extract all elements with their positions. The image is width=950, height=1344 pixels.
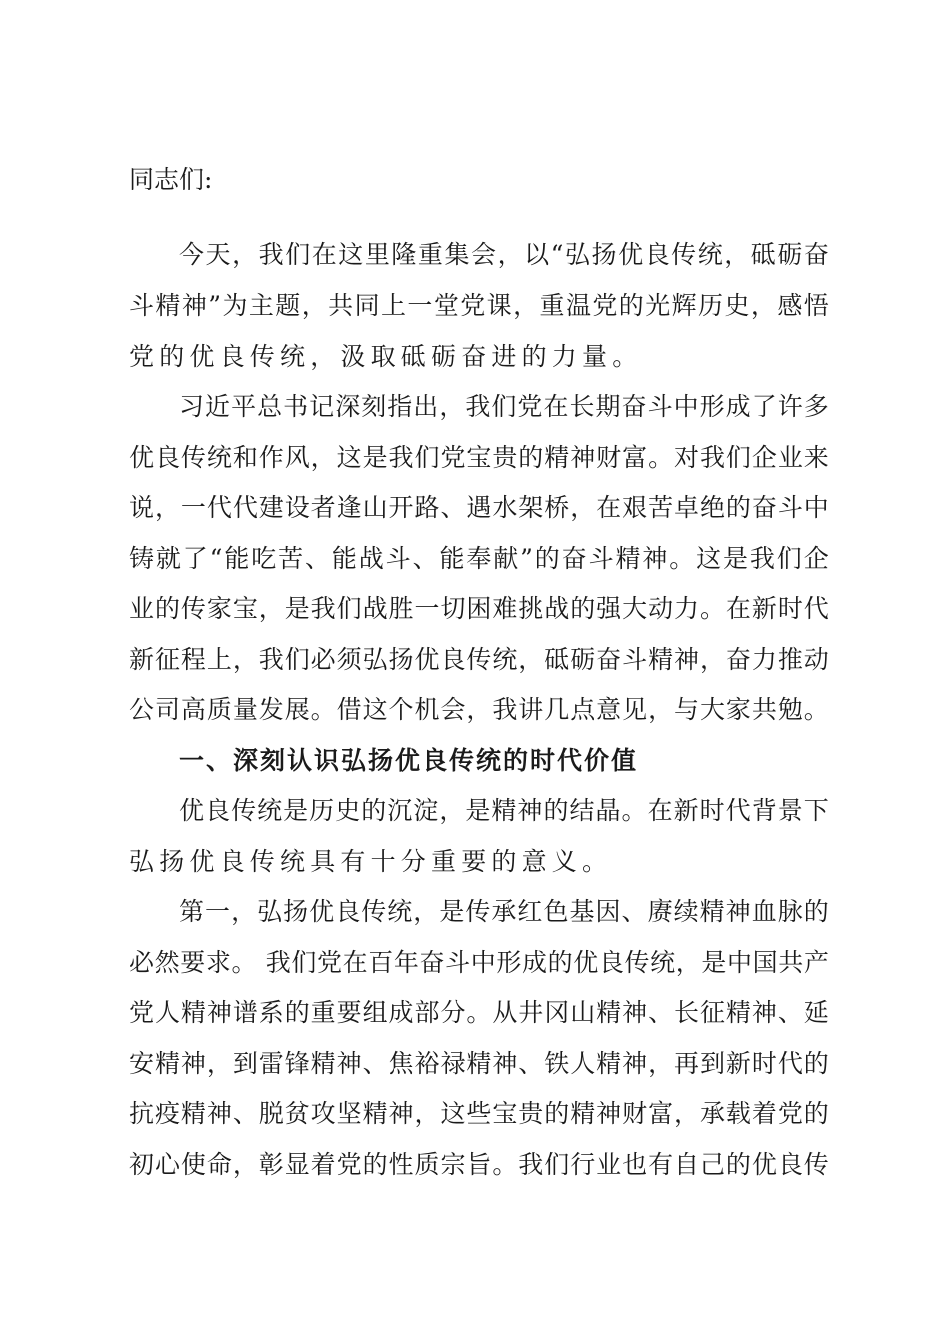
text-line: 抗 疫 精 神 、 脱 贫 攻 坚 精 神 ， 这 些 宝 贵 的 精 神 财 富 ， 承 载 着 党 的: [129, 1099, 829, 1128]
text-line: 优 良 传 统 和 作 风 ， 这 是 我 们 党 宝 贵 的 精 神 财 富 。 对 我 们 企 业 来: [129, 443, 829, 472]
text-line: 党 人 精 神 谱 系 的 重 要 组 成 部 分 。 从 井 冈 山 精 神 、 长 征 精 神 、 延: [129, 998, 829, 1027]
text-line: 安 精 神 ， 到 雷 锋 精 神 、 焦 裕 禄 精 神 、 铁 人 精 神 ， 再 到 新 时 代 的: [129, 1049, 829, 1078]
text-line: 铸 就 了 “ 能 吃 苦 、 能 战 斗 、 能 奉 献 ” 的 奋 斗 精 神 。 这 是 我 们 企: [129, 544, 829, 573]
salutation: 同志们:: [129, 165, 213, 194]
text-line: 弘扬优良传统具有十分重要的意义。: [129, 847, 613, 876]
text-line: 初 心 使 命 ， 彰 显 着 党 的 性 质 宗 旨 。 我 们 行 业 也 有 自 己 的 优 良 传: [129, 1150, 829, 1179]
text-line: 新 征 程 上 ， 我 们 必 须 弘 扬 优 良 传 统 ， 砥 砺 奋 斗 精 神 ， 奋 力 推 动: [129, 645, 829, 674]
text-line: 第 一 ， 弘 扬 优 良 传 统 ， 是 传 承 红 色 基 因 、 赓 续 精 神 血 脉 的: [179, 897, 829, 926]
section-heading: 一、深刻认识弘扬优良传统的时代价值: [179, 746, 639, 775]
text-line: 斗 精 神 ” 为 主 题 ， 共 同 上 一 堂 党 课 ， 重 温 党 的 光 辉 历 史 ， 感 悟: [129, 291, 829, 320]
text-line: 必 然 要 求 。 我 们 党 在 百 年 奋 斗 中 形 成 的 优 良 传 统 ， 是 中 国 共 产: [129, 948, 829, 977]
text-line: 习 近 平 总 书 记 深 刻 指 出 ， 我 们 党 在 长 期 奋 斗 中 形 成 了 许 多: [179, 392, 829, 421]
text-line: 优 良 传 统 是 历 史 的 沉 淀 ， 是 精 神 的 结 晶 。 在 新 时 代 背 景 下: [179, 796, 829, 825]
text-line: 今 天 ， 我 们 在 这 里 隆 重 集 会 ， 以 “ 弘 扬 优 良 传 统 ， 砥 砺 奋: [179, 240, 829, 269]
text-line: 业 的 传 家 宝 ， 是 我 们 战 胜 一 切 困 难 挑 战 的 强 大 动 力 。 在 新 时 代: [129, 594, 829, 623]
text-line: 说 ， 一 代 代 建 设 者 逢 山 开 路 、 遇 水 架 桥 ， 在 艰 苦 卓 绝 的 奋 斗 中: [129, 493, 829, 522]
text-line: 公 司 高 质 量 发 展 。 借 这 个 机 会 ， 我 讲 几 点 意 见 ， 与 大 家 共 勉 。: [129, 695, 829, 724]
text-line: 党的优良传统，汲取砥砺奋进的力量。: [129, 342, 643, 371]
